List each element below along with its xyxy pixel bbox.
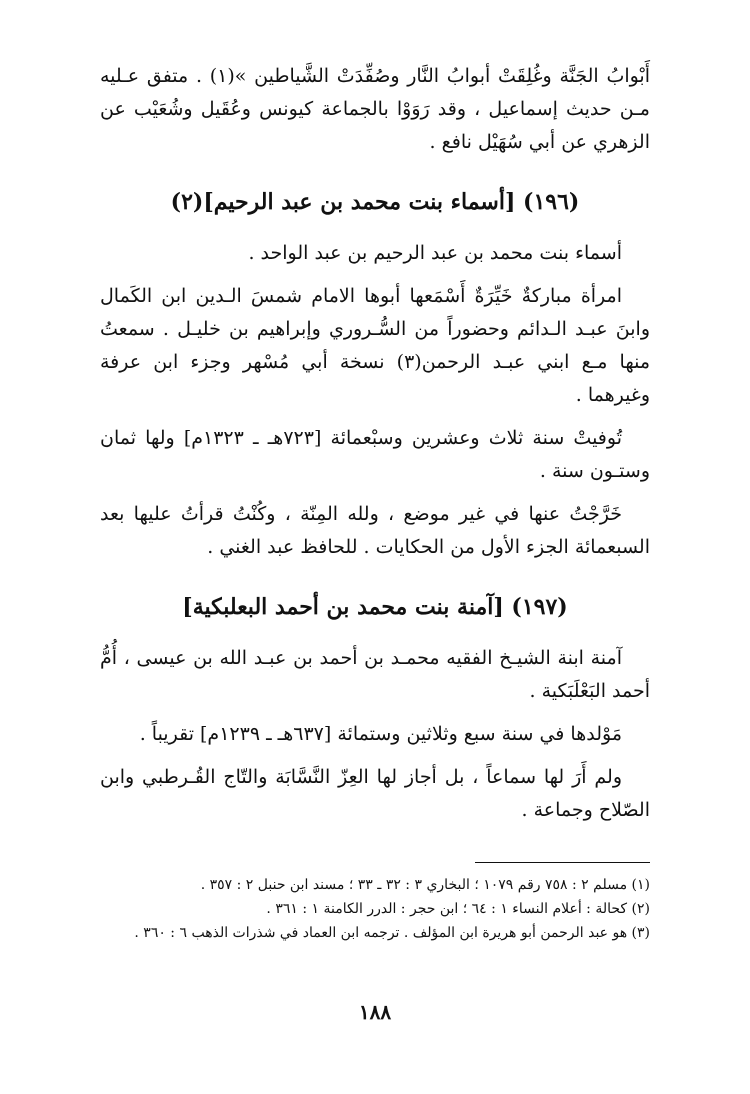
footnote-1: (١) مسلم ٢ : ٧٥٨ رقم ١٠٧٩ ؛ البخاري ٣ : ٣٢ ـ ٣٣ ؛ مسند ابن حنبل ٢ : ٣٥٧ . (200, 877, 650, 893)
footnotes (100, 873, 650, 945)
page-number: ١٨٨ (358, 1000, 392, 1024)
paragraph-hadith-end: أَبْوابُ الجَنَّة وغُلِقَتْ أبوابُ النَّار وصُفِّدَتْ الشَّياطين »(١) . متفق عـليه مـن حديث إسماعيل ، وقد رَوَوْا بالجماعة كيونس وعُقَيل وشُعَيْب عن الزهري عن أبي سُهَيْل نافع . (100, 65, 650, 153)
paragraph-amina-birth: مَوْلدها في سنة سبع وثلاثين وستمائة [٦٣٧هـ ـ ١٢٣٩م] تقريباً . (139, 723, 622, 745)
entry-heading-196: (١٩٦) [أسماء بنت محمد بن عبد الرحيم](٢) (170, 189, 580, 215)
paragraph-amina-ijaza: ولم أَرَ لها سماعاً ، بل أجاز لها العِزّ النَّسَّابَة والتّاج القُـرطبي وابن الصّلاح وجماعة . (100, 766, 650, 821)
paragraph-amina-lineage: آمنة ابنة الشيـخ الفقيه محمـد بن أحمد بن عبـد الله بن عيسى ، أُمُّ أحمد البَعْلَبَكية . (100, 647, 650, 702)
footnote-2: (٢) كحالة : أعلام النساء ١ : ٦٤ ؛ ابن حجر : الدرر الكامنة ١ : ٣٦١ . (266, 901, 650, 917)
paragraph-asma-death: تُوفيتْ سنة ثلاث وعشرين وسبْعمائة [٧٢٣هـ ـ ١٣٢٣م] ولها ثمان وستـون سنة . (100, 427, 650, 482)
footnote-3: (٣) هو عبد الرحمن أبو هريرة ابن المؤلف . ترجمه ابن العماد في شذرات الذهب ٦ : ٣٦٠ . (134, 925, 650, 941)
main-text (100, 60, 650, 837)
paragraph-asma-teachers: امرأة مباركةٌ خَيِّرَةٌ أَسْمَعها أبوها الامام شمسَ الـدين ابن الكَمال وابنَ عبـد الـدائم وحضوراً من السُّـروري وإبراهيم بن خليـل . سمعتُ منها مـع ابني عبـد الرحمن(٣) نسخة أبي مُسْهر وجزء ابن عرفة وغيرهما . (100, 285, 651, 406)
entry-heading-197: (١٩٧) [آمنة بنت محمد بن أحمد البعلبكية] (182, 594, 568, 620)
footnote-divider (475, 862, 650, 863)
paragraph-asma-lineage: أسماء بنت محمد بن عبد الرحيم بن عبد الواحد . (248, 242, 622, 264)
paragraph-asma-narration: خَرَّجْتُ عنها في غير موضع ، ولله المِنّة ، وكُنْتُ قرأتُ عليها بعد السبعمائة الجزء الأول من الحكايات . للحافظ عبد الغني . (100, 503, 650, 558)
